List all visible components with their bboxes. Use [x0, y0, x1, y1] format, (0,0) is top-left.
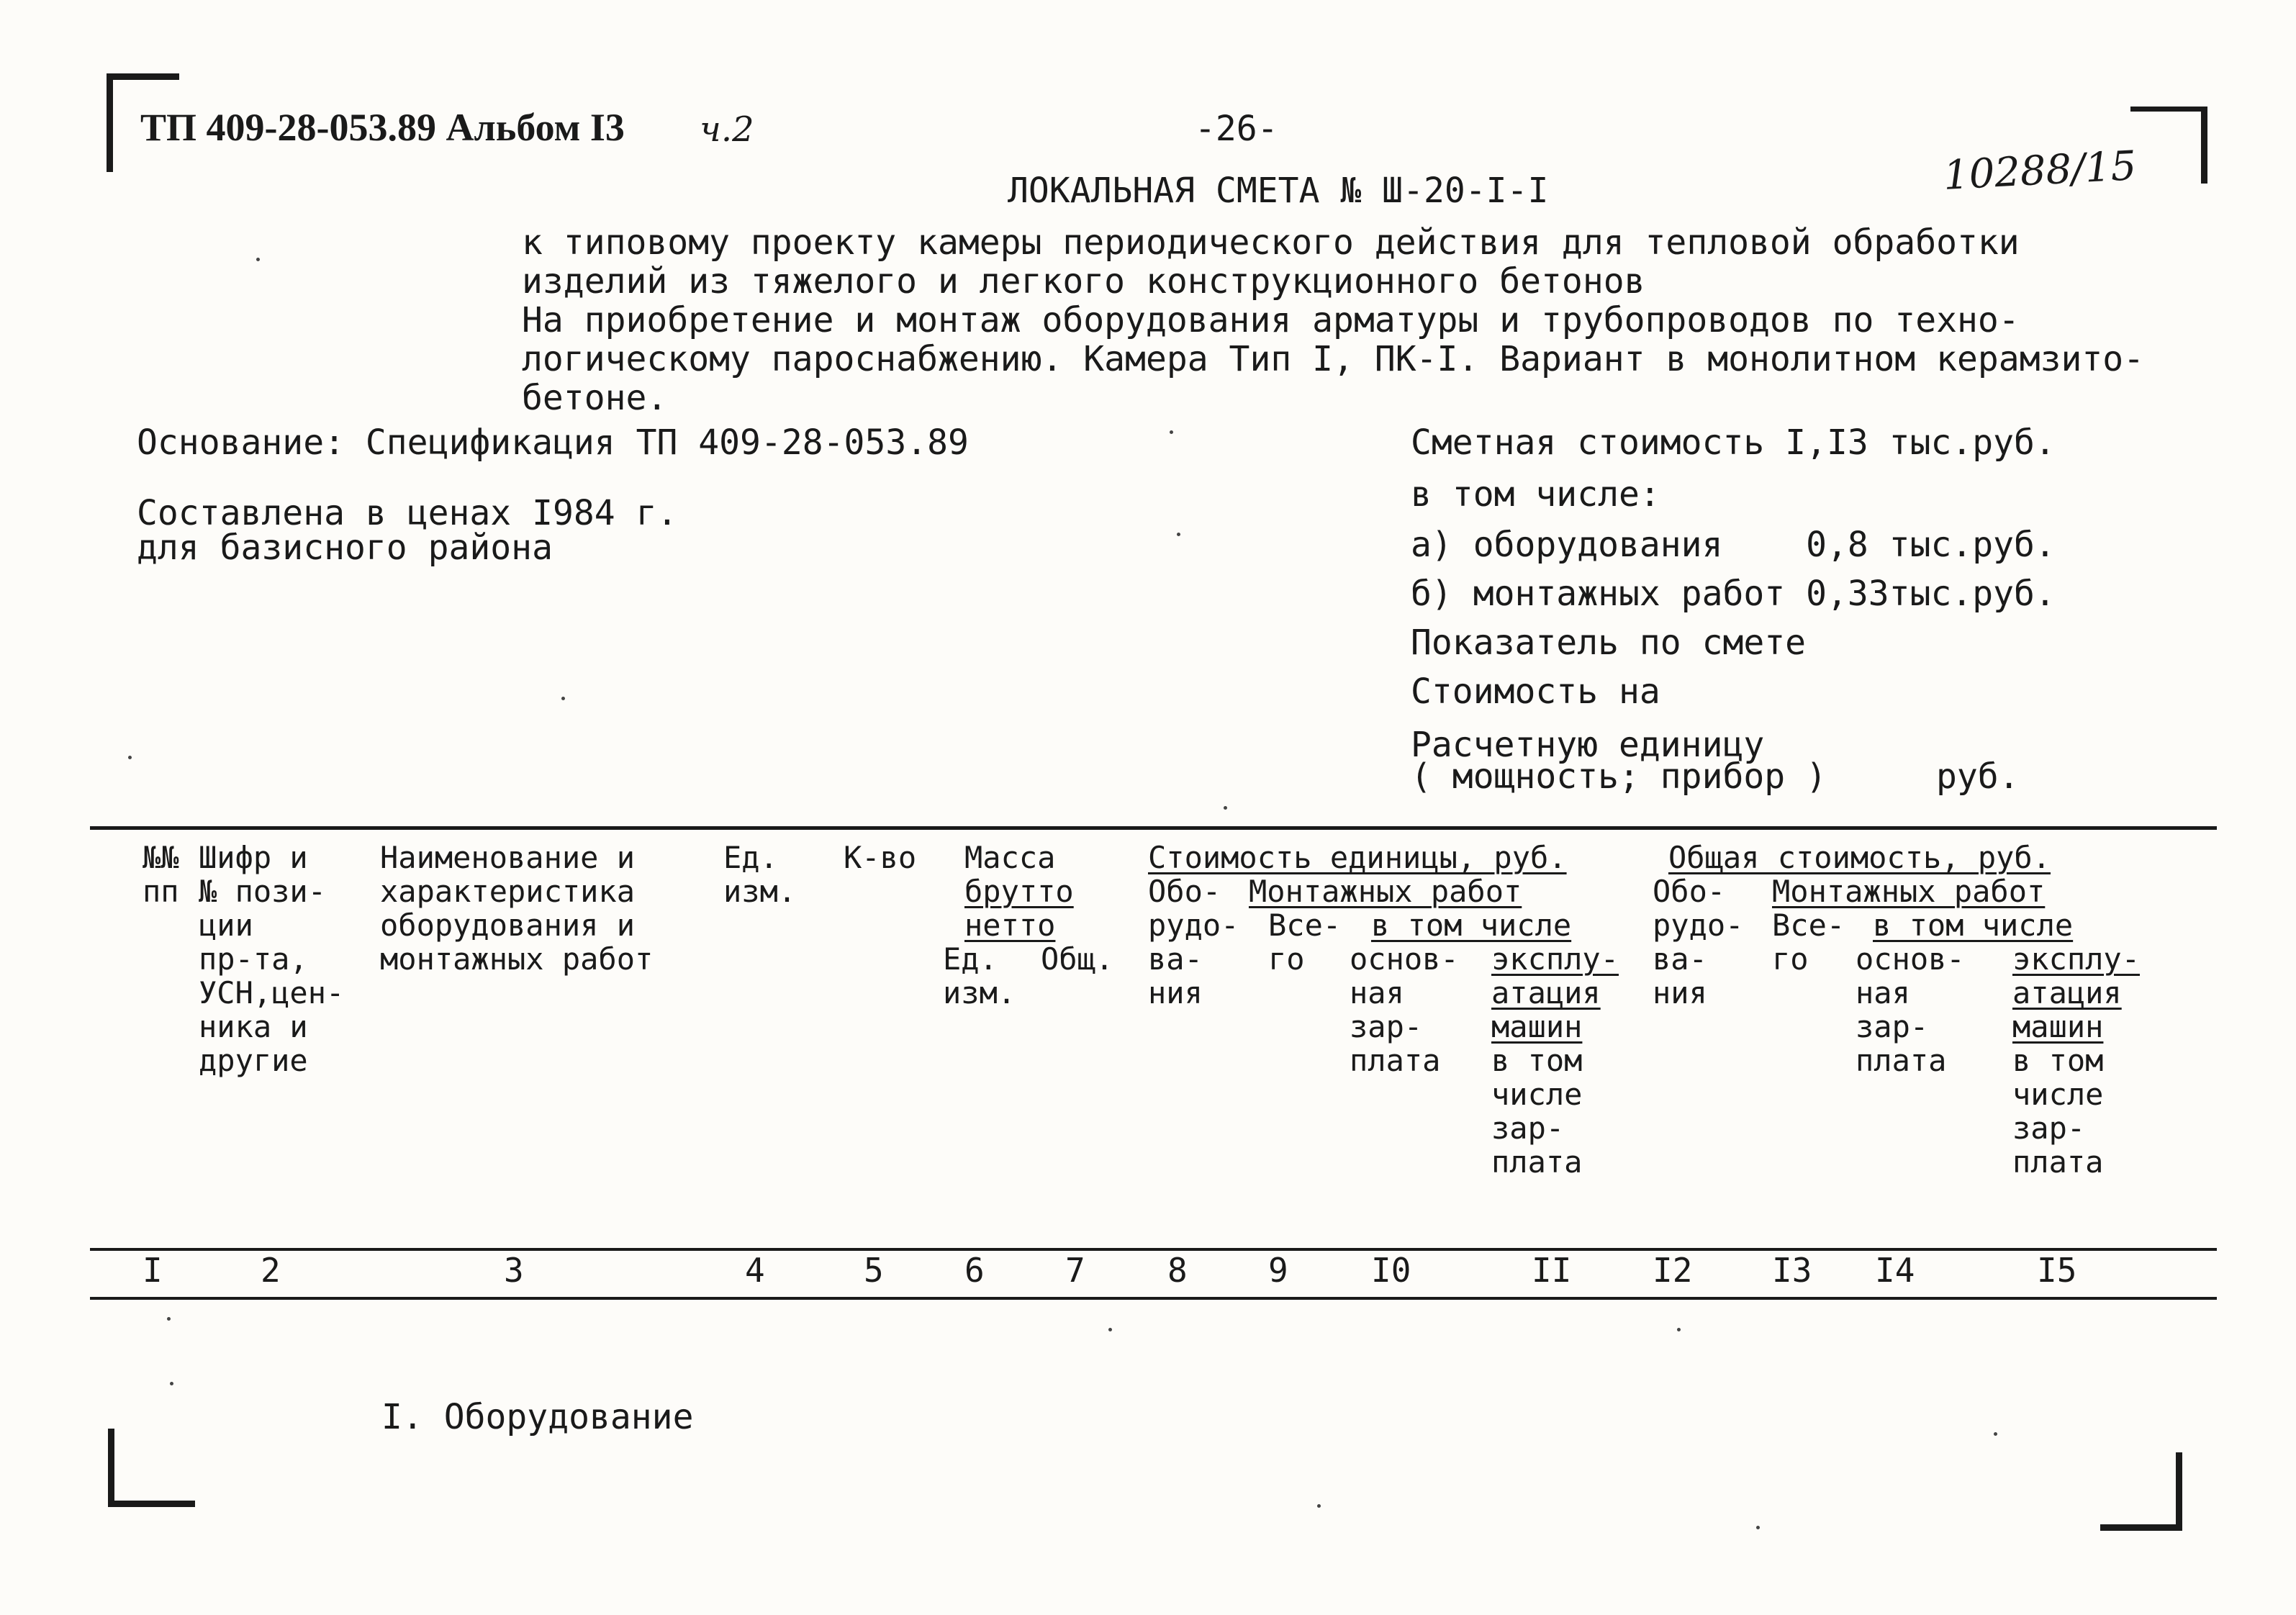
- title-line: изделий из тяжелого и легкого конструкционного бетонов: [522, 261, 1645, 302]
- column-number: I0: [1371, 1251, 1411, 1290]
- header-unit-cost-total: Все- го: [1268, 908, 1342, 977]
- header-mass-total: Общ.: [1041, 941, 1114, 977]
- prices-year: Составлена в ценах I984 г.: [137, 493, 678, 533]
- estimate-indicator: Показатель по смете: [1411, 623, 1807, 663]
- header-total-cost: Общая стоимость, руб.: [1668, 840, 2051, 875]
- header-unit-cost-wage: основ- ная зар- плата: [1350, 941, 1459, 1078]
- scan-speck: [1756, 1526, 1760, 1529]
- title-description: [522, 223, 2144, 417]
- column-number: II: [1532, 1251, 1572, 1290]
- header-total-cost-machines-wage: в том числе зар- плата: [2012, 1043, 2104, 1180]
- header-total-cost-including: в том числе: [1873, 908, 2074, 943]
- header-unit-cost-equipment: Обо- рудо- ва- ния: [1148, 874, 1239, 1010]
- installation-cost: б) монтажных работ 0,33тыс.руб.: [1411, 574, 2056, 614]
- header-unit-cost-machines-wage: в том числе зар- плата: [1491, 1043, 1583, 1180]
- header-mass-net: нетто: [964, 908, 1056, 943]
- scan-speck: [1224, 806, 1227, 810]
- scan-speck: [167, 1317, 171, 1321]
- header-unit-cost-including: в том числе: [1371, 908, 1572, 943]
- cost-per-label: Стоимость на: [1411, 671, 1660, 712]
- scan-speck: [1317, 1504, 1321, 1508]
- doc-reference: ТП 409-28-053.89 Альбом I3: [140, 106, 625, 149]
- scan-speck: [1994, 1432, 1997, 1436]
- title-line: логическому пароснабжению. Камера Тип I, ПК-I. Вариант в монолитном керамзито-: [522, 339, 2145, 379]
- document-title: ЛОКАЛЬНАЯ СМЕТА № Ш-20-I-I: [1008, 171, 1549, 211]
- header-code: Шифр и № пози- ции пр-та, УСН,цен- ника и другие: [199, 840, 345, 1078]
- header-mass-gross: брутто: [964, 874, 1074, 909]
- column-number: 8: [1167, 1251, 1188, 1290]
- page-number: -26-: [1195, 109, 1278, 149]
- corner-mark-bottom-left: [108, 1429, 195, 1507]
- column-number: 7: [1065, 1251, 1085, 1290]
- header-total-cost-total: Все- го: [1772, 908, 1845, 977]
- corner-mark-top-right: [2130, 107, 2207, 184]
- basis-specification: Основание: Спецификация ТП 409-28-053.89: [137, 422, 969, 463]
- header-mass: Масса: [964, 840, 1056, 875]
- part-number: ч.2: [700, 109, 754, 150]
- scan-speck: [1170, 430, 1173, 434]
- header-total-cost-installation: Монтажных работ: [1772, 874, 2046, 909]
- column-number: 9: [1268, 1251, 1288, 1290]
- section-title: I. Оборудование: [381, 1397, 694, 1437]
- column-number: 5: [864, 1251, 884, 1290]
- scan-speck: [1108, 1328, 1112, 1331]
- calc-unit-label: Расчетную единицу: [1411, 725, 1765, 765]
- scan-speck: [1677, 1328, 1681, 1331]
- including-label: в том числе:: [1411, 474, 1660, 515]
- calc-unit-detail: ( мощность; прибор ): [1411, 756, 1827, 797]
- calc-unit-currency: руб.: [1936, 756, 2020, 797]
- header-unit-cost-machines: эксплу- атация машин: [1491, 941, 1619, 1044]
- title-line: бетоне.: [522, 378, 668, 418]
- column-number: 4: [745, 1251, 765, 1290]
- handwritten-archive-code: 10288/15: [1942, 142, 2138, 199]
- header-total-cost-wage: основ- ная зар- плата: [1856, 941, 1965, 1078]
- header-row-number: №№ пп: [143, 840, 179, 909]
- title-line: На приобретение и монтаж оборудования арматуры и трубопроводов по техно-: [522, 300, 2020, 340]
- column-number: 2: [261, 1251, 281, 1290]
- column-number: 3: [504, 1251, 524, 1290]
- corner-mark-bottom-right: [2100, 1452, 2182, 1531]
- header-unit-cost-installation: Монтажных работ: [1249, 874, 1522, 909]
- base-region: для базисного района: [137, 528, 553, 568]
- scan-speck: [170, 1382, 173, 1385]
- column-number: I: [143, 1251, 163, 1290]
- header-total-cost-equipment: Обо- рудо- ва- ния: [1653, 874, 1744, 1010]
- column-number: I2: [1653, 1251, 1693, 1290]
- scan-speck: [256, 258, 260, 261]
- header-name: Наименование и характеристика оборудования и монтажных работ: [380, 840, 654, 977]
- header-unit-cost: Стоимость единицы, руб.: [1148, 840, 1567, 875]
- scan-speck: [128, 756, 132, 759]
- title-line: к типовому проекту камеры периодического действия для тепловой обработки: [522, 222, 2020, 263]
- estimated-cost: Сметная стоимость I,I3 тыс.руб.: [1411, 422, 2056, 463]
- header-total-cost-machines: эксплу- атация машин: [2012, 941, 2141, 1044]
- scan-speck: [561, 697, 565, 700]
- column-numbers-bottom-rule: [90, 1297, 2217, 1300]
- column-number: I4: [1875, 1251, 1915, 1290]
- header-mass-unit: Ед. изм.: [943, 941, 1016, 1010]
- equipment-cost: а) оборудования 0,8 тыс.руб.: [1411, 525, 2056, 565]
- table-top-rule: [90, 826, 2217, 830]
- scan-speck: [1177, 533, 1180, 536]
- column-number: I5: [2037, 1251, 2077, 1290]
- column-number: 6: [964, 1251, 985, 1290]
- header-unit: Ед. изм.: [723, 840, 797, 909]
- column-number: I3: [1772, 1251, 1812, 1290]
- header-quantity: К-во: [844, 840, 917, 875]
